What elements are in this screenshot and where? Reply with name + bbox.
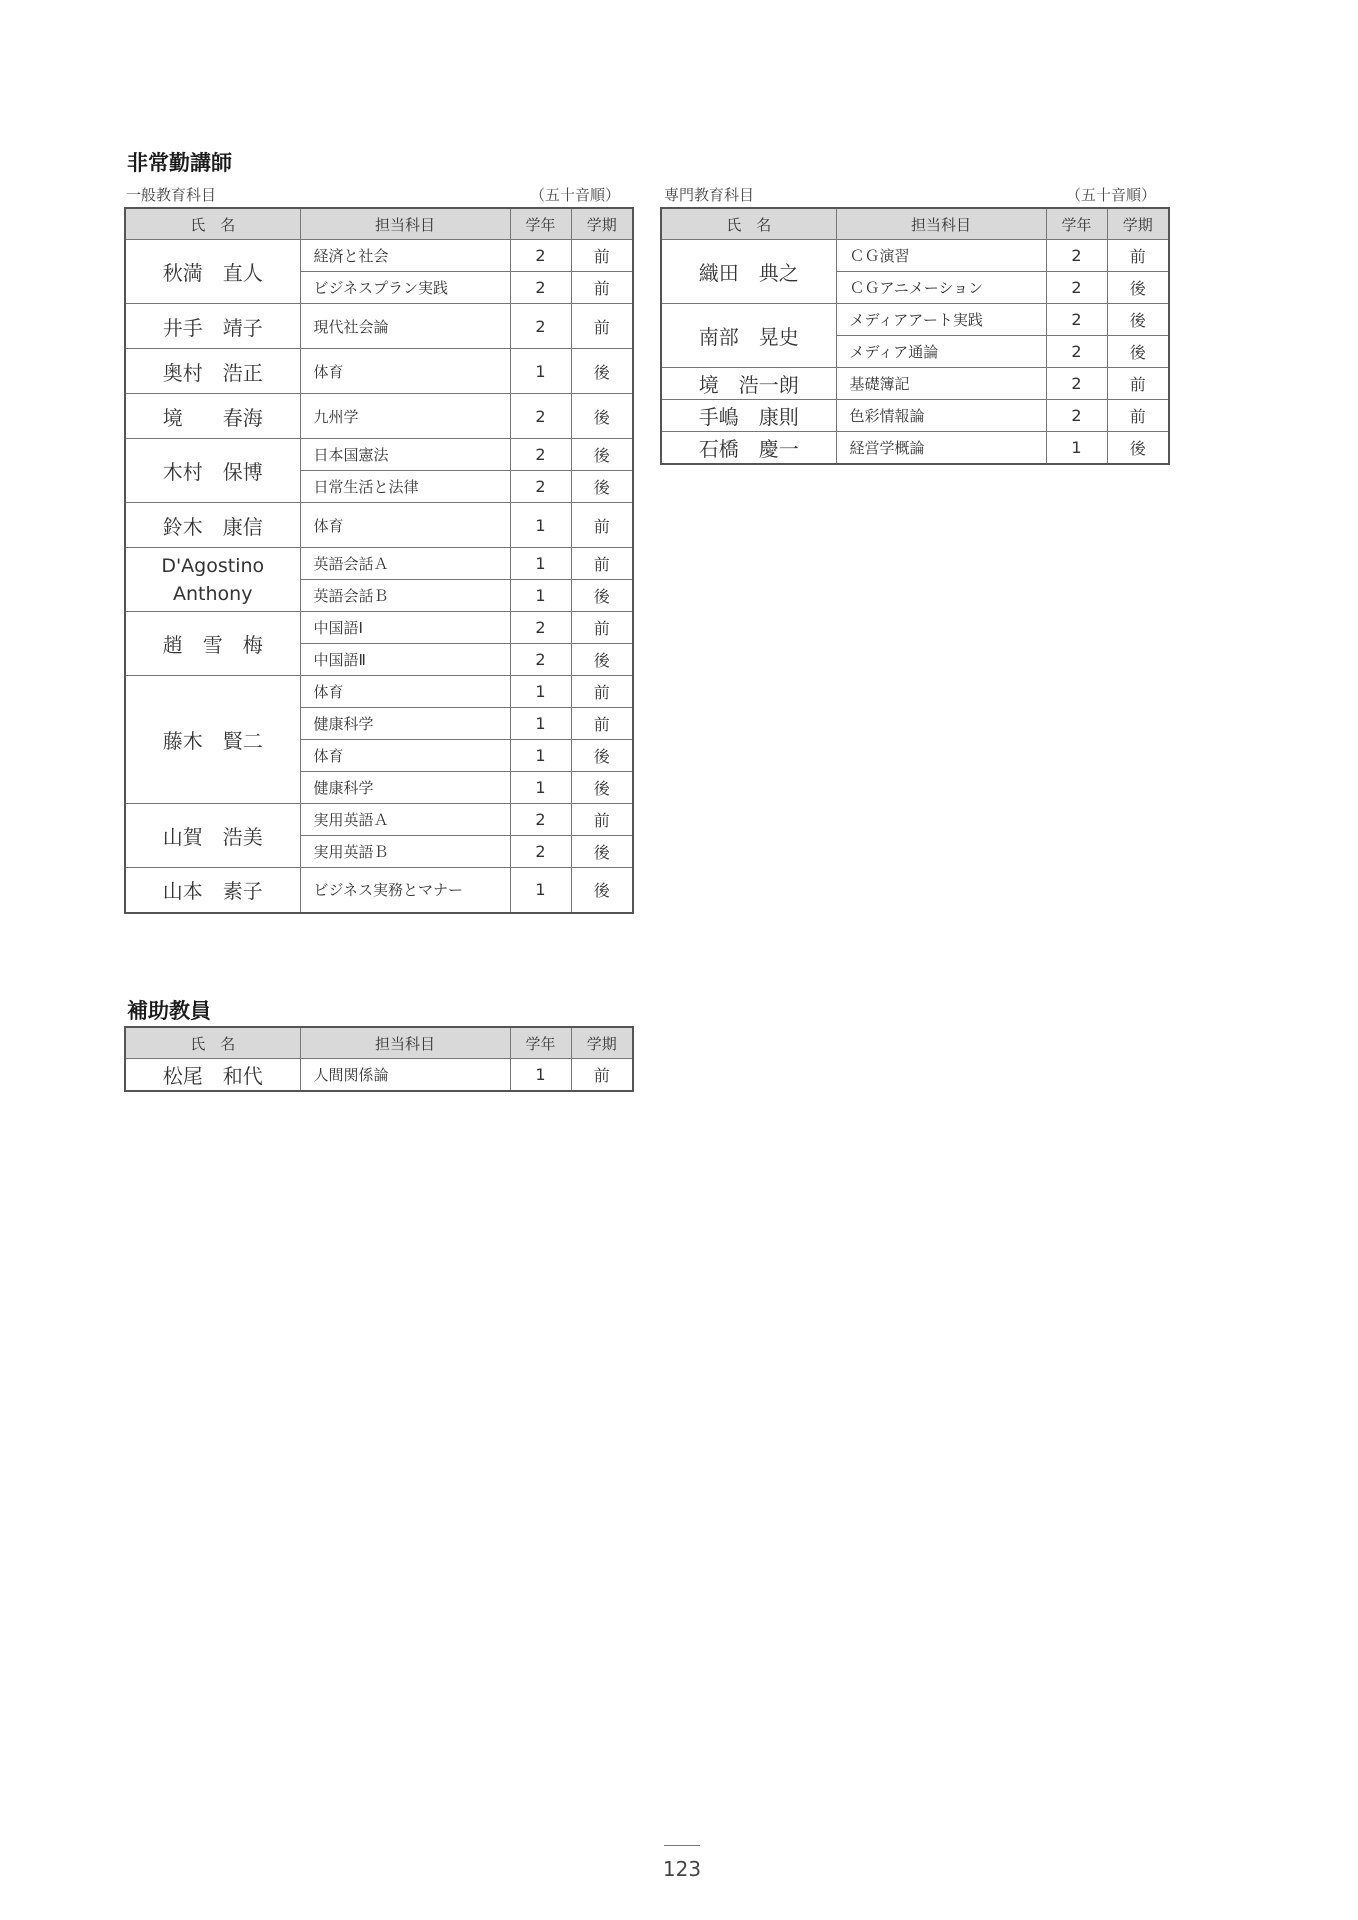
subject-cell: 基礎簿記 (836, 368, 1046, 400)
year-cell: 2 (1046, 272, 1107, 304)
year-cell: 2 (1046, 368, 1107, 400)
instructor-name: 山賀 浩美 (125, 804, 300, 868)
table-row (125, 548, 633, 580)
table-row (661, 400, 1169, 432)
general-table-label: 一般教育科目 (126, 186, 217, 204)
year-cell: 2 (510, 612, 571, 644)
term-cell: 前 (1107, 368, 1169, 400)
header-term: 学期 (1107, 208, 1169, 240)
year-cell: 2 (1046, 400, 1107, 432)
subject-cell: 実用英語Ａ (300, 804, 510, 836)
instructor-name: 山本 素子 (125, 868, 300, 913)
subject-cell: 色彩情報論 (836, 400, 1046, 432)
subject-cell: 九州学 (300, 394, 510, 439)
term-cell: 前 (571, 304, 633, 349)
term-cell: 前 (571, 240, 633, 272)
year-cell: 2 (510, 471, 571, 503)
year-cell: 2 (510, 804, 571, 836)
term-cell: 後 (571, 740, 633, 772)
table-row (125, 394, 633, 439)
instructor-name (125, 548, 300, 612)
assistant-section-title: 補助教員 (127, 999, 211, 1023)
instructor-name: 井手 靖子 (125, 304, 300, 349)
year-cell: 2 (510, 304, 571, 349)
section-title: 非常勤講師 (127, 151, 232, 175)
term-cell: 後 (1107, 304, 1169, 336)
subject-cell: 日常生活と法律 (300, 471, 510, 503)
year-cell: 1 (510, 548, 571, 580)
year-cell: 1 (1046, 432, 1107, 464)
subject-cell: 人間関係論 (300, 1059, 510, 1091)
table-row (125, 804, 633, 836)
year-cell: 2 (510, 439, 571, 471)
instructor-name: 南部 晃史 (661, 304, 836, 368)
term-cell: 前 (571, 676, 633, 708)
table-row (661, 240, 1169, 272)
table-row (661, 432, 1169, 464)
table-row (661, 368, 1169, 400)
term-cell: 後 (1107, 272, 1169, 304)
instructor-name-line2: Anthony (173, 582, 253, 605)
instructor-name-line1: D'Agostino (161, 554, 265, 577)
subject-cell: 中国語Ⅱ (300, 644, 510, 676)
table-row (661, 304, 1169, 336)
instructor-name: 石橋 慶一 (661, 432, 836, 464)
year-cell: 1 (510, 772, 571, 804)
subject-cell: 健康科学 (300, 772, 510, 804)
header-year: 学年 (1046, 208, 1107, 240)
table-row (125, 868, 633, 913)
subject-cell: 英語会話Ｂ (300, 580, 510, 612)
year-cell: 1 (510, 580, 571, 612)
year-cell: 2 (510, 644, 571, 676)
term-cell: 後 (571, 580, 633, 612)
term-cell: 前 (571, 1059, 633, 1091)
year-cell: 1 (510, 1059, 571, 1091)
subject-cell: 現代社会論 (300, 304, 510, 349)
general-order-note: （五十音順） (529, 186, 620, 204)
instructor-name: 松尾 和代 (125, 1059, 300, 1091)
term-cell: 後 (571, 836, 633, 868)
term-cell: 前 (1107, 400, 1169, 432)
table-row (125, 240, 633, 272)
header-year: 学年 (510, 1027, 571, 1059)
instructor-name: 鈴木 康信 (125, 503, 300, 548)
assistant-staff-table (124, 1026, 634, 1092)
general-education-table (124, 207, 634, 914)
header-year: 学年 (510, 208, 571, 240)
term-cell: 後 (571, 772, 633, 804)
subject-cell: 健康科学 (300, 708, 510, 740)
table-row (125, 503, 633, 548)
subject-cell: 体育 (300, 676, 510, 708)
subject-cell: ビジネスプラン実践 (300, 272, 510, 304)
header-subject: 担当科目 (836, 208, 1046, 240)
table-header-row (661, 208, 1169, 240)
page-number-rule (664, 1845, 700, 1846)
subject-cell: 日本国憲法 (300, 439, 510, 471)
table-header-row (125, 208, 633, 240)
subject-cell: メディア通論 (836, 336, 1046, 368)
instructor-name: 奥村 浩正 (125, 349, 300, 394)
subject-cell: ＣＧアニメーション (836, 272, 1046, 304)
header-subject: 担当科目 (300, 1027, 510, 1059)
year-cell: 2 (1046, 304, 1107, 336)
subject-cell: 中国語Ⅰ (300, 612, 510, 644)
term-cell: 前 (571, 272, 633, 304)
subject-cell: 経済と社会 (300, 240, 510, 272)
year-cell: 1 (510, 708, 571, 740)
term-cell: 後 (571, 394, 633, 439)
table-row (125, 439, 633, 471)
year-cell: 1 (510, 740, 571, 772)
table-row (125, 612, 633, 644)
year-cell: 2 (510, 394, 571, 439)
instructor-name: 境 浩一朗 (661, 368, 836, 400)
header-name: 氏 名 (661, 208, 836, 240)
subject-cell: 経営学概論 (836, 432, 1046, 464)
subject-cell: 体育 (300, 349, 510, 394)
header-name: 氏 名 (125, 208, 300, 240)
year-cell: 2 (1046, 336, 1107, 368)
instructor-name: 境 春海 (125, 394, 300, 439)
instructor-name: 手嶋 康則 (661, 400, 836, 432)
term-cell: 前 (571, 548, 633, 580)
subject-cell: ビジネス実務とマナー (300, 868, 510, 913)
header-subject: 担当科目 (300, 208, 510, 240)
instructor-name: 秋満 直人 (125, 240, 300, 304)
year-cell: 1 (510, 868, 571, 913)
specialized-table-label: 専門教育科目 (664, 186, 755, 204)
subject-cell: 体育 (300, 503, 510, 548)
specialized-education-table (660, 207, 1170, 465)
term-cell: 後 (571, 439, 633, 471)
term-cell: 前 (571, 612, 633, 644)
term-cell: 後 (571, 471, 633, 503)
year-cell: 1 (510, 503, 571, 548)
header-name: 氏 名 (125, 1027, 300, 1059)
term-cell: 後 (571, 868, 633, 913)
term-cell: 前 (1107, 240, 1169, 272)
year-cell: 2 (510, 240, 571, 272)
header-term: 学期 (571, 1027, 633, 1059)
instructor-name: 木村 保博 (125, 439, 300, 503)
header-term: 学期 (571, 208, 633, 240)
year-cell: 2 (510, 836, 571, 868)
year-cell: 2 (1046, 240, 1107, 272)
page-number: 123 (662, 1857, 702, 1881)
table-row (125, 1059, 633, 1091)
term-cell: 後 (571, 644, 633, 676)
instructor-name: 趙 雪 梅 (125, 612, 300, 676)
table-row (125, 304, 633, 349)
table-header-row (125, 1027, 633, 1059)
year-cell: 2 (510, 272, 571, 304)
term-cell: 前 (571, 503, 633, 548)
year-cell: 1 (510, 349, 571, 394)
term-cell: 後 (1107, 432, 1169, 464)
table-row (125, 676, 633, 708)
instructor-name: 藤木 賢二 (125, 676, 300, 804)
term-cell: 前 (571, 804, 633, 836)
subject-cell: ＣＧ演習 (836, 240, 1046, 272)
term-cell: 後 (571, 349, 633, 394)
subject-cell: 英語会話Ａ (300, 548, 510, 580)
table-row (125, 349, 633, 394)
subject-cell: 実用英語Ｂ (300, 836, 510, 868)
instructor-name: 織田 典之 (661, 240, 836, 304)
subject-cell: 体育 (300, 740, 510, 772)
subject-cell: メディアアート実践 (836, 304, 1046, 336)
term-cell: 前 (571, 708, 633, 740)
year-cell: 1 (510, 676, 571, 708)
specialized-order-note: （五十音順） (1065, 186, 1156, 204)
term-cell: 後 (1107, 336, 1169, 368)
